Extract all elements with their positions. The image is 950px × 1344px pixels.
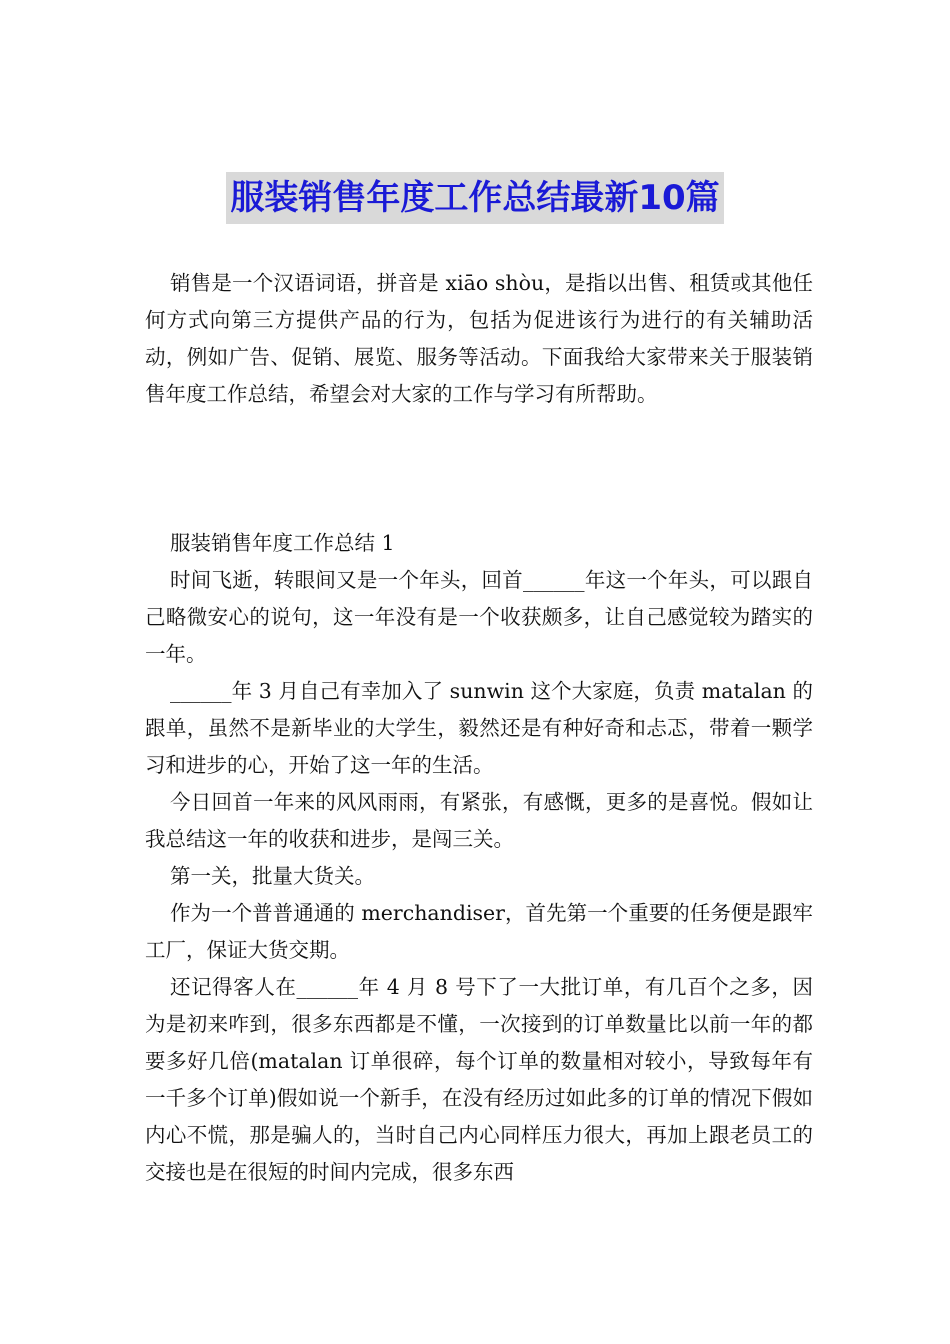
intro-block <box>145 265 813 413</box>
body-paragraph: 作为一个普普通通的 merchandiser，首先第一个重要的任务便是跟牢工厂，保证大货交期。 <box>145 901 813 962</box>
body-paragraph: ______年 3 月自己有幸加入了 sunwin 这个大家庭，负责 matalan 的跟单，虽然不是新毕业的大学生，毅然还是有种好奇和忐忑，带着一颗学习和进步的心，开始了这一年的生活。 <box>145 679 813 777</box>
section-block <box>145 525 813 1191</box>
section-heading: 服装销售年度工作总结 1 <box>170 531 395 555</box>
intro-paragraph: 销售是一个汉语词语，拼音是 xiāo shòu，是指以出售、租赁或其他任何方式向第三方提供产品的行为，包括为促进该行为进行的有关辅助活动，例如广告、促销、展览、服务等活动。下面我给大家带来关于服装销售年度工作总结，希望会对大家的工作与学习有所帮助。 <box>145 271 813 406</box>
body-paragraph: 还记得客人在______年 4 月 8 号下了一大批订单，有几百个之多，因为是初来咋到，很多东西都是不懂，一次接到的订单数量比以前一年的都要多好几倍(matalan 订单很碎，每个订单的数量相对较小，导致每年有一千多个订单)假如说一个新手，在没有经历过如此多的订单的情况下假如内心不慌，那是骗人的，当时自己内心同样压力很大，再加上跟老员工的交接也是在很短的时间内完成，很多东西 <box>145 975 813 1184</box>
body-paragraph: 今日回首一年来的风风雨雨，有紧张，有感慨，更多的是喜悦。假如让我总结这一年的收获和进步，是闯三关。 <box>145 790 813 851</box>
body-paragraph: 第一关，批量大货关。 <box>170 864 375 888</box>
title-container <box>0 172 950 224</box>
body-paragraph: 时间飞逝，转眼间又是一个年头，回首______年这一个年头，可以跟自己略微安心的说句，这一年没有是一个收获颇多，让自己感觉较为踏实的一年。 <box>145 568 813 666</box>
document-title: 服装销售年度工作总结最新10篇 <box>226 172 723 224</box>
